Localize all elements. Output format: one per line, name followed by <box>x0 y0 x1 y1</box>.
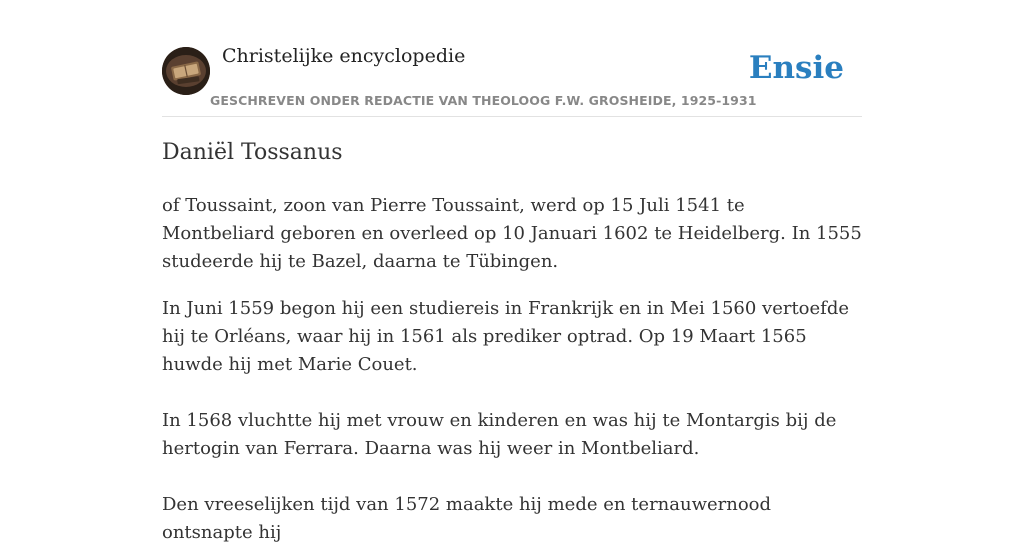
article-title: Daniël Tossanus <box>162 140 343 165</box>
article-paragraph: of Toussaint, zoon van Pierre Toussaint, werd op 15 Juli 1541 te Montbeliard geboren en overleed op 10 Januari 1602 te Heidelberg. In 1555 studeerde hij te Bazel, daarna te Tübingen. <box>162 195 862 272</box>
paragraph-spacer <box>162 463 862 491</box>
site-title[interactable]: Christelijke encyclopedie <box>222 45 466 67</box>
paragraph-spacer <box>162 379 862 407</box>
site-header <box>162 0 862 117</box>
article-paragraph: Den vreeselijken tijd van 1572 maakte hij mede en ternauwernood ontsnapte hij <box>162 494 772 543</box>
book-photo-icon[interactable] <box>162 47 210 95</box>
site-subtitle: GESCHREVEN ONDER REDACTIE VAN THEOLOOG F.W. GROSHEIDE, 1925-1931 <box>210 93 757 108</box>
article-body <box>162 192 862 547</box>
page-container <box>162 0 862 543</box>
article-paragraph: In 1568 vluchtte hij met vrouw en kinderen en was hij te Montargis bij de hertogin van Ferrara. Daarna was hij weer in Montbeliard. <box>162 410 837 459</box>
article-paragraph: In Juni 1559 begon hij een studiereis in Frankrijk en in Mei 1560 vertoefde hij te Orléans, waar hij in 1561 als prediker optrad. Op 19 Maart 1565 huwde hij met Marie Couet. <box>162 298 850 375</box>
ensie-brand-link[interactable]: Ensie <box>748 50 844 86</box>
